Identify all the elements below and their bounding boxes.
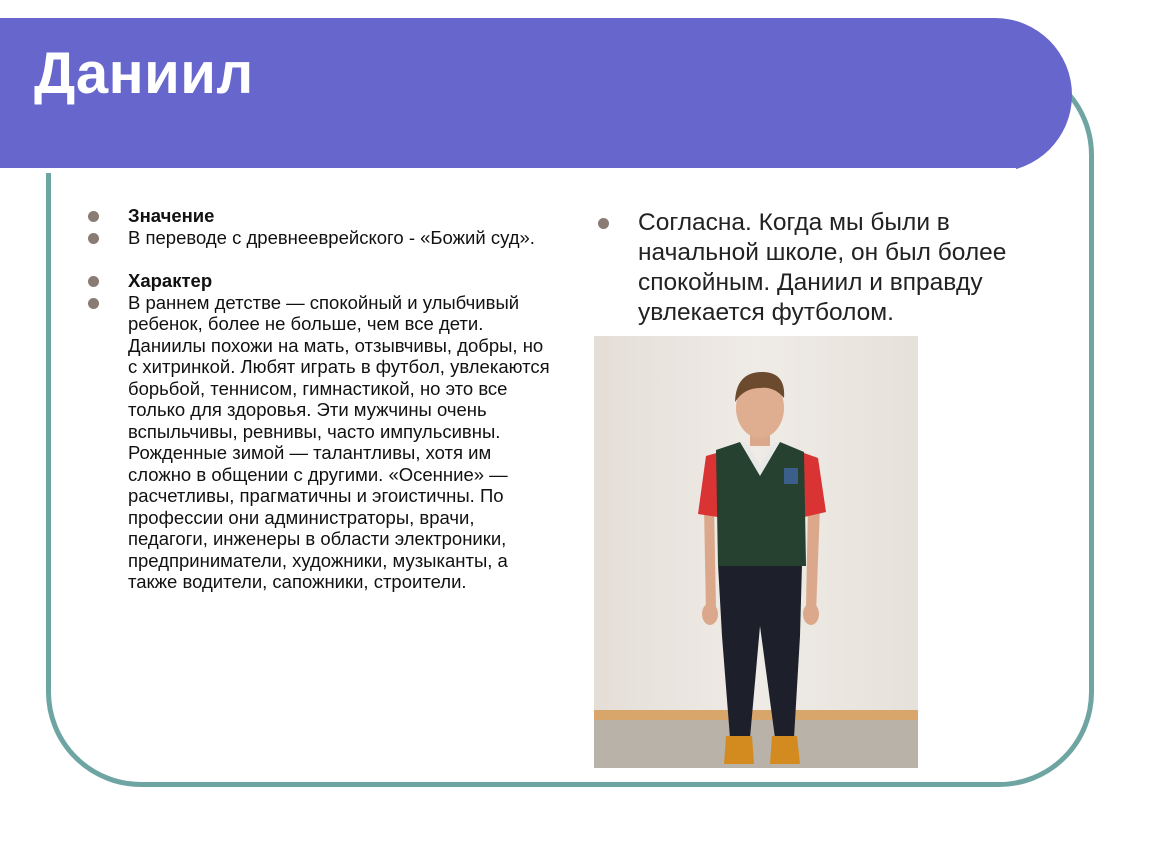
bullet-dot-icon — [598, 218, 609, 229]
bullet-dot-icon — [88, 276, 99, 287]
bullet-dot-icon — [88, 211, 99, 222]
bullet-text: Характер — [128, 270, 213, 291]
slide-title: Даниил — [34, 41, 254, 106]
bullet-item-character-heading — [86, 270, 556, 292]
bullet-text: Согласна. Когда мы были в начальной школе, он был более спокойным. Даниил и вправду увлекается футболом. — [638, 209, 1007, 326]
bullet-text: В переводе с древнееврейского - «Божий суд». — [128, 226, 535, 248]
boy-photo — [594, 336, 918, 768]
bullet-dot-icon — [88, 233, 99, 244]
right-bullet-list — [596, 208, 1016, 328]
bullet-item-meaning-heading — [86, 205, 556, 227]
title-band — [0, 18, 1072, 172]
bullet-text: В раннем детстве — спокойный и улыбчивый ребенок, более не больше, чем все дети. Даниилы похожи на мать, отзывчивы, добры, но с хитринкой. Любят играть в футбол, увлекаются борьбой, теннисом, гимнастикой, но это все только для здоровья. Эти мужчины очень вспыльчивы, ревнивы, часто импульсивны. Рожденные зимой — талантливы, хотя им сложно в общении с другими. «Осенние» — расчетливы, прагматичны и эгоистичны. По профессии они администраторы, врачи, педагоги, инженеры в области электроники, предприниматели, художники, музыканты, а также водители, сапожники, строители. — [128, 291, 550, 592]
bullet-item-character-text — [86, 292, 556, 593]
bullet-item-meaning-text — [86, 227, 556, 249]
title-underline — [0, 168, 1016, 173]
left-bullet-list — [86, 205, 556, 593]
bullet-dot-icon — [88, 298, 99, 309]
bullet-item-opinion — [596, 208, 1016, 328]
bullet-text: Значение — [128, 205, 215, 226]
